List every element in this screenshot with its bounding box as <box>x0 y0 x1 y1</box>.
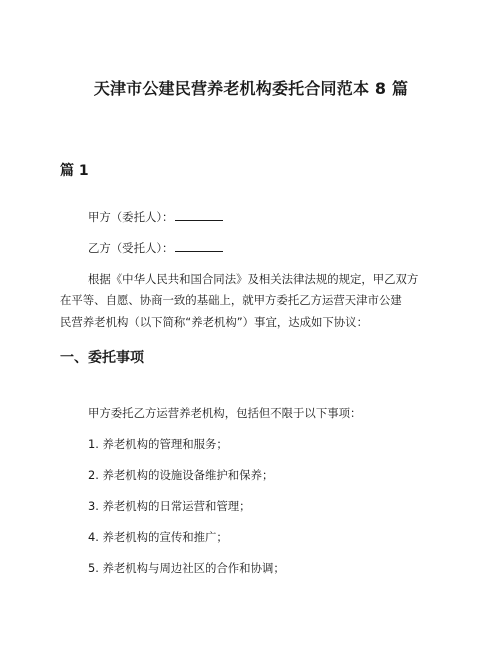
preamble-line-3: 民营养老机构（以下简称“养老机构”）事宜，达成如下协议： <box>60 315 368 329</box>
list-item: 5. 养老机构与周边社区的合作和协调； <box>88 561 285 575</box>
list-item: 3. 养老机构的日常运营和管理； <box>88 499 251 513</box>
party-a-blank <box>175 208 223 221</box>
party-a-line <box>88 207 470 227</box>
document-title: 天津市公建民营养老机构委托合同范本 8 篇 <box>93 79 409 98</box>
party-b-blank <box>175 239 223 252</box>
list-item: 4. 养老机构的宣传和推广； <box>88 530 228 544</box>
list-item: 1. 养老机构的管理和服务； <box>88 437 228 451</box>
list-item: 2. 养老机构的设施设备维护和保养； <box>88 468 274 482</box>
preamble-line-2: 在平等、自愿、协商一致的基础上，就甲方委托乙方运营天津市公建 <box>60 293 402 307</box>
section-1-heading: 一、委托事项 <box>60 350 144 366</box>
party-b-label: 乙方（受托人）： <box>88 241 174 255</box>
party-a-label: 甲方（委托人）： <box>88 210 174 224</box>
preamble-line-1: 根据《中华人民共和国合同法》及相关法律法规的规定，甲乙双方 <box>88 272 419 286</box>
part-heading: 篇 1 <box>60 163 89 179</box>
section-1-intro: 甲方委托乙方运营养老机构，包括但不限于以下事项： <box>88 406 362 420</box>
party-b-line <box>88 238 470 258</box>
